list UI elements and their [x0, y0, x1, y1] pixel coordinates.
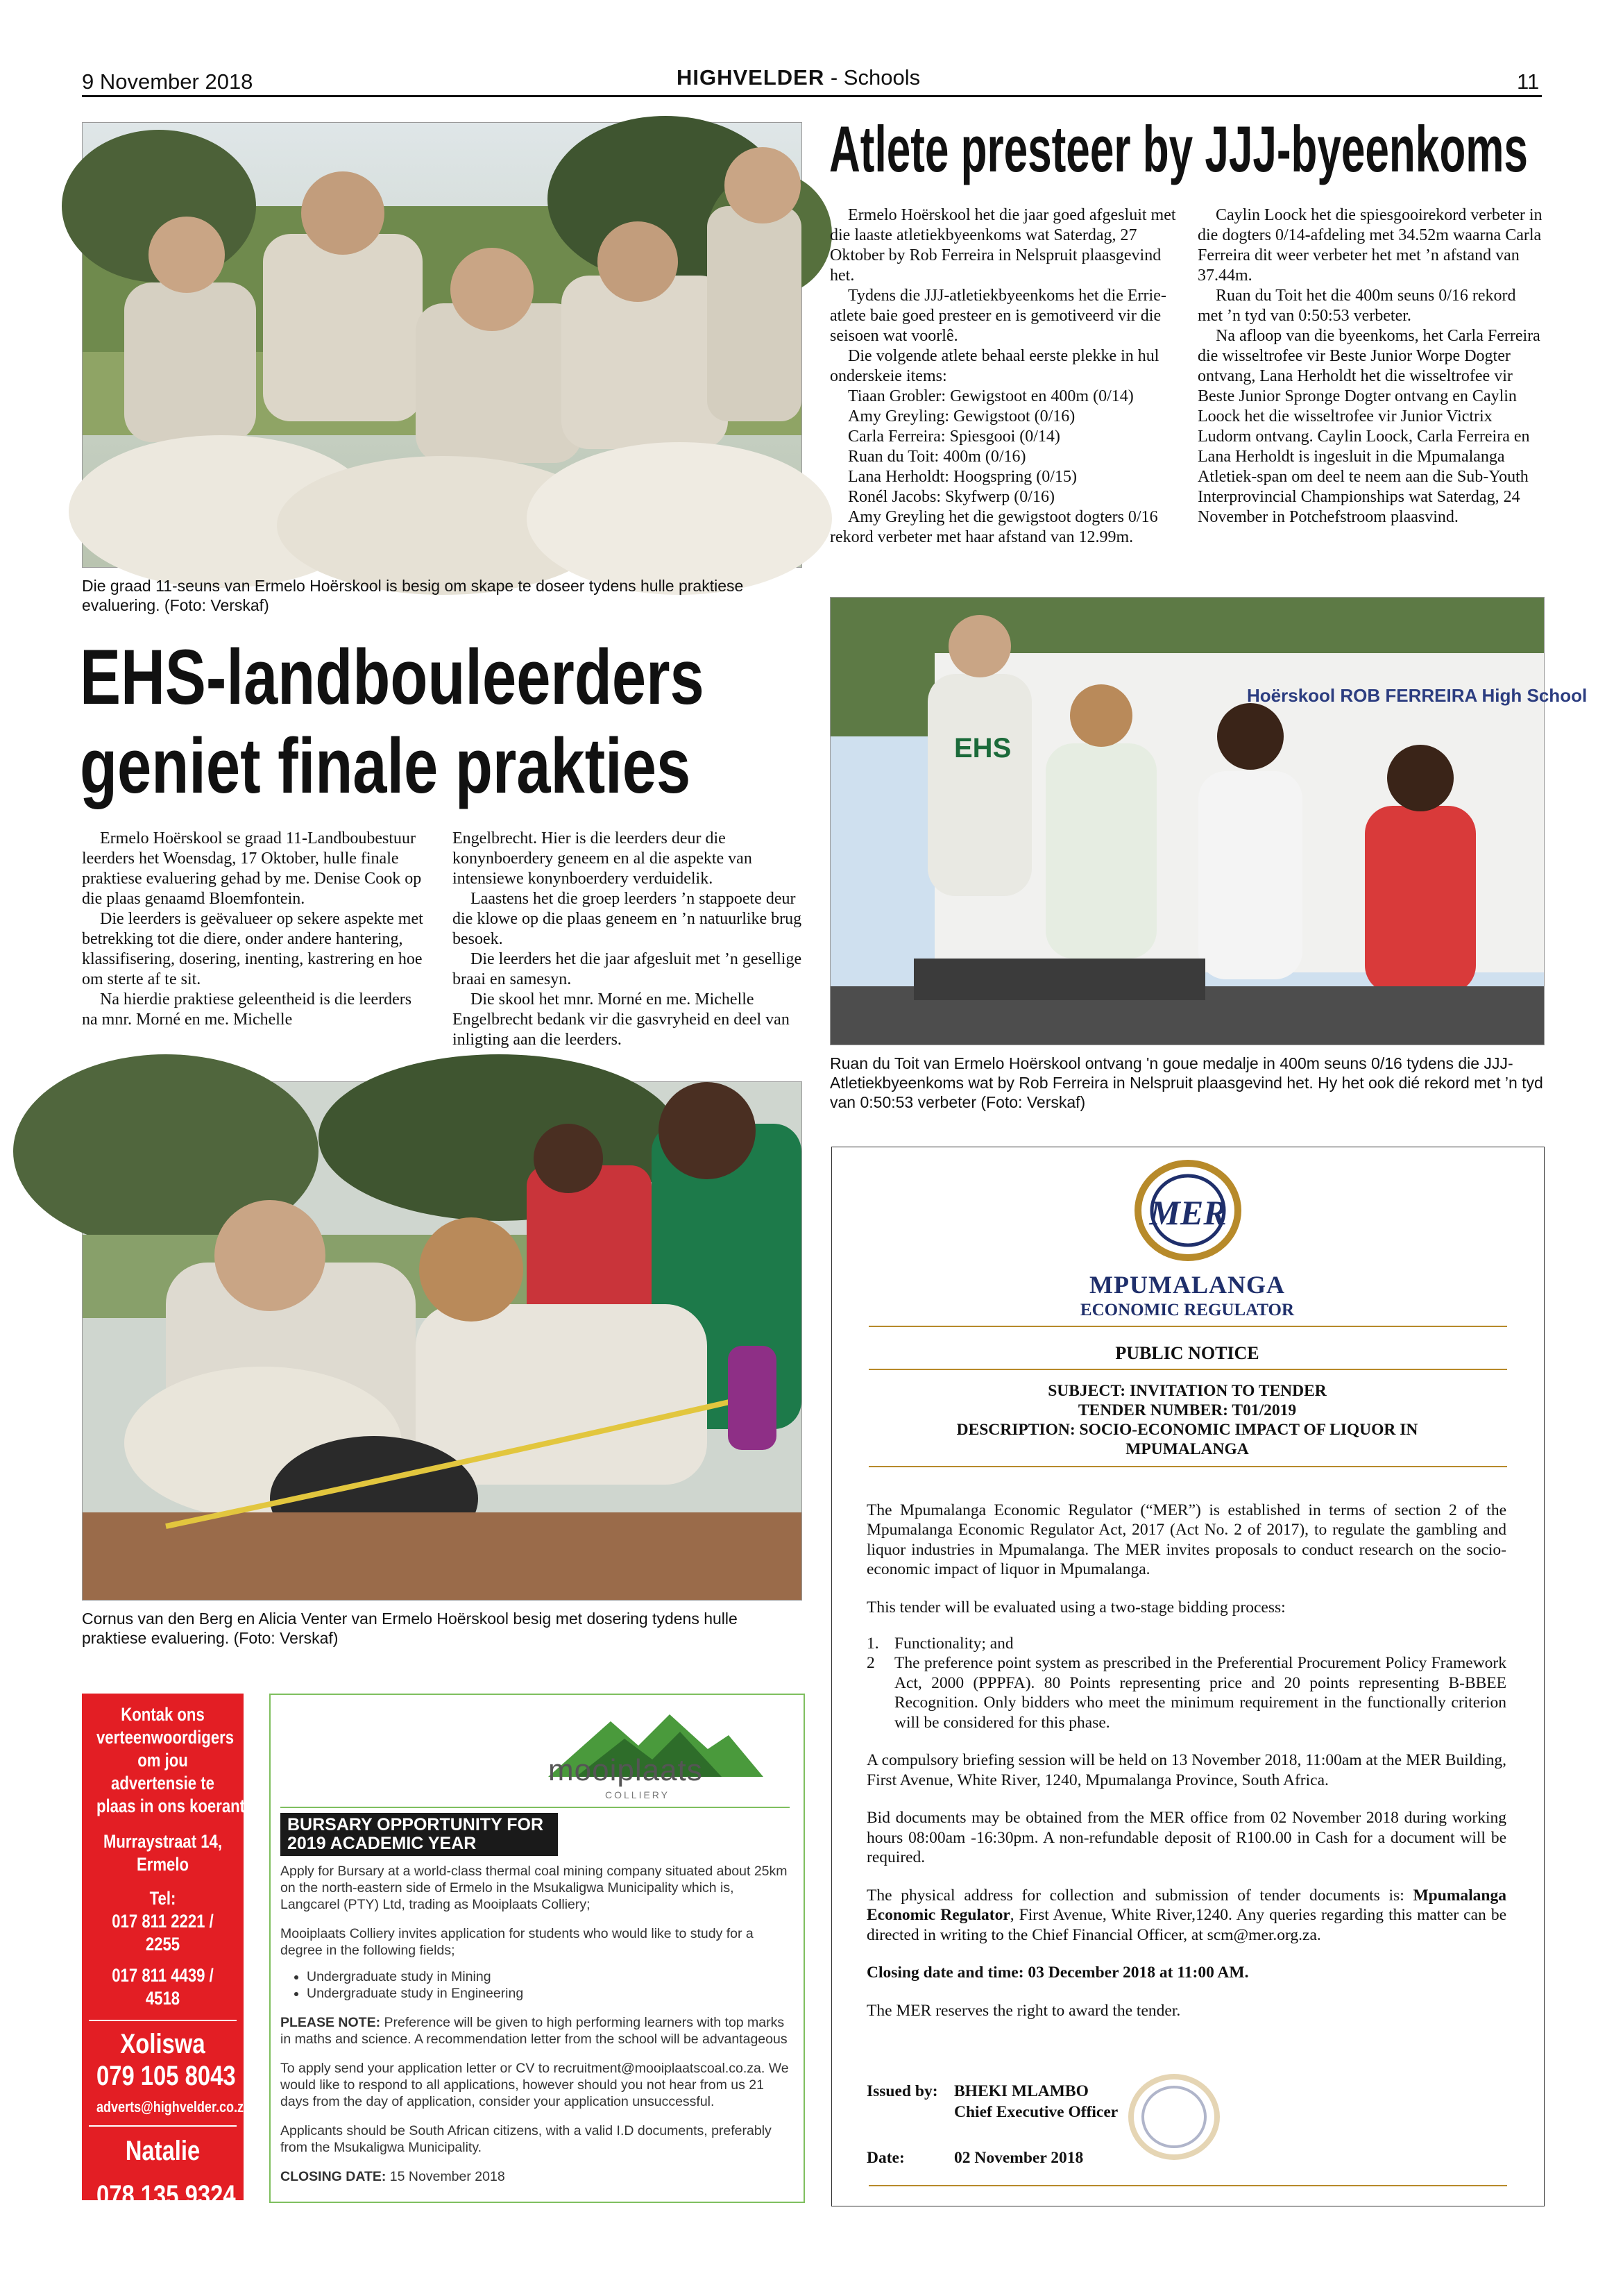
contact-heading-line: advertensie te: [111, 1773, 214, 1793]
contact-divider: [89, 2020, 237, 2021]
notice-rule-top: [869, 1326, 1507, 1327]
mooiplaats-logo-sub: COLLIERY: [605, 1789, 670, 1800]
article2-column-1: [830, 205, 1177, 548]
bursary-closing-label: CLOSING DATE:: [280, 2169, 386, 2184]
photo1-caption: Die graad 11-seuns van Ermelo Hoërskool is besig om skape te doseer tydens hulle praktiese evaluering. (Foto: Verskaf): [82, 577, 744, 614]
notice-rule-mid: [869, 1369, 1507, 1370]
bursary-banner: [280, 1813, 558, 1856]
article2-paragraph: Ermelo Hoërskool het die jaar goed afgesluit met die laaste atletiekbyeenkoms wat Saterdag, 27 Oktober by Rob Ferreira in Nelspruit plaasgevind het.: [830, 206, 1176, 285]
notice-para-evaluation: This tender will be evaluated using a two-stage bidding process:: [867, 1598, 1286, 1617]
bursary-field-item: • Undergraduate study in Mining: [307, 1968, 794, 1985]
notice-date-value: 02 November 2018: [954, 2149, 1084, 2167]
list-text: The preference point system as prescribed in the Preferential Procurement Policy Framework Act, 2000 (PPPFA). 80 Points representing price and 20 points representing B-BBEE Recognition. Only bidders who meet the minimum requirement in the functionally criterion will be considered for this phase.: [894, 1654, 1506, 1732]
publication-name: HIGHVELDER: [677, 65, 825, 90]
notice-tender-number: TENDER NUMBER: T01/2019: [1078, 1401, 1297, 1419]
bursary-closing-date: 15 November 2018: [386, 2169, 505, 2184]
result-item: Lana Herholdt: Hoogspring (0/15): [848, 468, 1077, 486]
result-item: Carla Ferreira: Spiesgooi (0/14): [848, 428, 1060, 446]
notice-reserve: The MER reserves the right to award the tender.: [867, 2001, 1181, 2020]
article2-paragraph: Na afloop van die byeenkoms, het Carla Ferreira die wisseltrofee vir Beste Junior Worpe Dogter ontvang, Lana Herholdt het die wisseltrofee vir Beste Junior Spronge Dogter ontvang en Caylin Loock het die wisseltrofee vir Junior Victrix Ludorm ontvang. Caylin Loock, Carla Ferreira en Lana Herholdt is ingesluit in die Mpumalanga Atletiek-span om deel te neem aan die Sub-Youth Interprovincial Championships wat Saterdag, 24 November in Potchefstroom plaasvind.: [1198, 327, 1540, 526]
address-line: Ermelo: [136, 1854, 189, 1875]
bursary-fields-list: [280, 1968, 794, 2002]
mer-watermark-logo: [1119, 2068, 1230, 2166]
article1-column-2: [452, 829, 803, 1050]
header-masthead: [677, 65, 920, 90]
result-item: Ronél Jacobs: Skyfwerp (0/16): [848, 488, 1055, 506]
rep1-name: Xoliswa: [120, 2029, 205, 2059]
list-number: 2: [867, 1654, 875, 1672]
contact-address: [96, 1830, 229, 1876]
notice-date-label: Date:: [867, 2149, 905, 2167]
article1-paragraph: Die leerders is geëvalueer op sekere aspekte met betrekking tot die diere, onder andere hantering, klassifisering, dosering, inenting, kastrering en hoe om sterte af te sit.: [82, 910, 423, 988]
notice-rule-sub: [869, 1466, 1507, 1467]
address-text: The physical address for collection and submission of tender documents is:: [867, 1886, 1413, 1905]
contact-heading: [96, 1694, 246, 1818]
notice-closing-date: Closing date and time: 03 December 2018 at 11:00 AM.: [867, 1964, 1249, 1982]
notice-rule-bottom: [869, 2185, 1507, 2186]
article1-column-1: [82, 829, 429, 1030]
notice-description-cont: MPUMALANGA: [1125, 1440, 1249, 1458]
notice-subject: SUBJECT: INVITATION TO TENDER: [1048, 1382, 1327, 1400]
notice-list-item: [867, 1634, 1506, 1654]
contact-phones: [96, 1887, 229, 2010]
article1-paragraph: Ermelo Hoërskool se graad 11-Landboubestuur leerders het Woensdag, 17 Oktober, hulle finale praktiese evaluering gehad by me. Denise Cook op die plaas genaamd Bloemfontein.: [82, 829, 422, 908]
bursary-note: [280, 2014, 794, 2048]
bursary-note-text: Preference will be given to high performing learners with top marks in maths and science. A recommendation letter from the school will be advantageous: [280, 2015, 788, 2047]
bursary-closing: [280, 2168, 794, 2185]
bursary-note-label: PLEASE NOTE:: [280, 2015, 381, 2030]
article1-headline-line1: EHS-landbouleerders: [80, 634, 704, 720]
mer-logo: [1119, 1160, 1257, 1261]
contact-divider: [89, 2125, 237, 2127]
article1-paragraph: Engelbrecht. Hier is die leerders deur die konynboerdery geneem en al die aspekte van intensiewe konynboerdery verduidelik.: [452, 829, 752, 888]
article2-paragraph: Amy Greyling het die gewigstoot dogters 0/16 rekord verbeter met haar afstand van 12.99m.: [830, 508, 1158, 546]
notice-body: [867, 1484, 1506, 2037]
photo-boys-dosing-sheep: [82, 122, 802, 568]
bursary-intro: Apply for Bursary at a world-class thermal coal mining company situated about 25km on the north-eastern side of Ermelo in the Msukaligwa Municipality which is, Langcarel (PTY) Ltd, trading as Mooiplaats Colliery;: [280, 1864, 788, 1912]
banner-text: Hoërskool ROB FERREIRA High School: [1247, 685, 1588, 706]
bursary-banner-line: BURSARY OPPORTUNITY FOR: [287, 1815, 544, 1834]
article1-paragraph: Die skool het mnr. Morné en me. Michelle Engelbrecht bedank vir die gasvryheid en deel van inligting aan die leerders.: [452, 990, 790, 1049]
list-text: Functionality; and: [894, 1634, 1014, 1653]
address-text-cont: , First Avenue, White River,1240. Any queries regarding this matter can be directed in writing to the Chief Financial Officer, at scm@mer.org.za.: [867, 1906, 1506, 1944]
bursary-eligibility: Applicants should be South African citizens, with a valid I.D documents, preferably from the Msukaligwa Municipality.: [280, 2123, 772, 2155]
tel-line: 017 811 2221 /: [112, 1911, 214, 1932]
notice-issued-name: BHEKI MLAMBO: [954, 2082, 1089, 2100]
bursary-banner-line: 2019 ACADEMIC YEAR: [287, 1834, 477, 1853]
rep1-email[interactable]: adverts@highvelder.co.za: [96, 2098, 251, 2116]
bursary-apply: To apply send your application letter or CV to recruitment@mooiplaatscoal.co.za. We would like to respond to all applications, however should you not hear from us 21 days from the day of application, consider your application unsuccessful.: [280, 2061, 789, 2109]
article1-paragraph: Die leerders het die jaar afgesluit met ’n gesellige braai en samesyn.: [452, 950, 802, 988]
list-number: 1.: [867, 1634, 879, 1653]
result-item: Ruan du Toit: 400m (0/16): [848, 448, 1026, 466]
address-org: Mpumalanga Economic Regulator: [867, 1886, 1506, 1924]
contact-red-box: [82, 1694, 251, 2229]
header-rule: [82, 95, 1542, 97]
mooiplaats-logo-name: mooiplaats: [548, 1753, 703, 1787]
result-item: Amy Greyling: Gewigstoot (0/16): [848, 407, 1076, 425]
address-line: Murraystraat 14,: [103, 1831, 223, 1852]
vest-text: EHS: [954, 733, 1012, 763]
article1-paragraph: Laastens het die groep leerders ’n stapроete deur die klowe op die plaas geneem en ’n natuurlike brug besoek.: [452, 890, 802, 948]
bursary-invite: Mooiplaats Colliery invites application for students who would like to study for a degree in the following fields;: [280, 1926, 754, 1958]
contact-heading-line: Kontak ons: [121, 1704, 205, 1725]
notice-para-address: [867, 1886, 1506, 1945]
rep2-phone: 078 135 9324: [96, 2180, 236, 2211]
article1-headline-line2: geniet finale prakties: [80, 723, 691, 809]
bursary-green-rule: [280, 1807, 790, 1808]
bursary-field-item: • Undergraduate study in Engineering: [307, 1985, 794, 2002]
tel-line: 2255: [145, 1934, 180, 1955]
logo-monogram: MER: [1149, 1193, 1227, 1232]
notice-subject-block: [831, 1381, 1543, 1459]
article2-column-2: [1198, 205, 1543, 527]
article2-headline: Atlete presteer by JJJ-byeenkoms: [829, 112, 1528, 185]
article2-paragraph: Caylin Loock het die spiesgooirekord verbeter in die dogters 0/14-afdeling met 34.52m waarna Carla Ferreira dit weer verbeter het met ’n afstand van 37.44m.: [1198, 206, 1543, 285]
rep1-phone: 079 105 8043: [96, 2061, 236, 2091]
notice-issued-label: Issued by:: [867, 2082, 938, 2100]
photo2-caption: Cornus van den Berg en Alicia Venter van Ermelo Hoërskool besig met dosering tydens hulle praktiese evaluering. (Foto: Verskaf): [82, 1610, 738, 1647]
tel-label: Tel:: [149, 1888, 176, 1909]
notice-issued-title: Chief Executive Officer: [954, 2103, 1119, 2121]
result-item: Tiaan Grobler: Gewigstoot en 400m (0/14): [848, 387, 1134, 405]
photo-dosing-practical: [82, 1081, 802, 1601]
notice-list-item: [867, 1653, 1506, 1732]
notice-org-name: MPUMALANGA: [1089, 1271, 1285, 1299]
bursary-body: [280, 1863, 794, 2185]
rep2-name: Natalie: [125, 2136, 201, 2166]
notice-org-sub: ECONOMIC REGULATOR: [1080, 1301, 1295, 1319]
page-number: 11: [1517, 69, 1540, 94]
notice-title: PUBLIC NOTICE: [1115, 1343, 1259, 1363]
notice-para-documents: Bid documents may be obtained from the MER office from 02 November 2018 during working hours 08:00am -16:30pm. A non-refundable deposit of R100.00 in Cash for a document will be required.: [867, 1809, 1506, 1866]
photo-athletes-podium: [830, 597, 1588, 1045]
notice-para-intro: The Mpumalanga Economic Regulator (“MER”) is established in terms of section 2 of the Mpumalanga Economic Regulator Act, 2017 (Act No. 2 of 2017), to regulate the gambling and liquor industries in Mpumalanga. The MER invites proposals to conduct research on the socio-economic impact of liquor in Mpumalanga.: [867, 1501, 1506, 1578]
section-name: - Schools: [824, 65, 921, 90]
contact-heading-line: om jou: [137, 1750, 188, 1771]
tel-line: 017 811 4439 /: [112, 1965, 214, 1986]
contact-heading-line: verteenwoordigers: [96, 1727, 235, 1748]
tel-line: 4518: [145, 1988, 180, 2009]
notice-description: DESCRIPTION: SOCIO-ECONOMIC IMPACT OF LIQUOR IN: [956, 1421, 1418, 1439]
notice-para-briefing: A compulsory briefing session will be held on 13 November 2018, 11:00am at the MER Building, First Avenue, White River, 1240, Mpumalanga Province, South Africa.: [867, 1751, 1506, 1789]
article1-paragraph: Na hierdie praktiese geleentheid is die leerders na mnr. Morné en me. Michelle: [82, 990, 412, 1029]
header-date: 9 November 2018: [82, 69, 253, 94]
contact-heading-line: plaas in ons koerant: [96, 1796, 246, 1816]
article2-paragraph: Ruan du Toit het die 400m seuns 0/16 rekord met ’n tyd van 0:50:53 verbeter.: [1198, 287, 1516, 325]
article2-paragraph: Tydens die JJJ-atletiekbyeenkoms het die Errie-atlete baie goed presteer en is gemotiveerd vir die seisoen wat voorlê.: [830, 287, 1166, 345]
article2-paragraph: Die volgende atlete behaal eerste plekke in hul onderskeie items:: [830, 347, 1159, 385]
rep2-email[interactable]: sales@highvelder.co.za: [96, 2212, 238, 2229]
photo3-caption: Ruan du Toit van Ermelo Hoërskool ontvang 'n goue medalje in 400m seuns 0/16 tydens die JJJ-Atletiekbyeenkoms wat by Rob Ferreira in Nelspruit plaasgevind het. Hy het ook dié rekord met ’n tyd van 0:50:53 verbeter (Foto: Verskaf): [830, 1054, 1543, 1111]
